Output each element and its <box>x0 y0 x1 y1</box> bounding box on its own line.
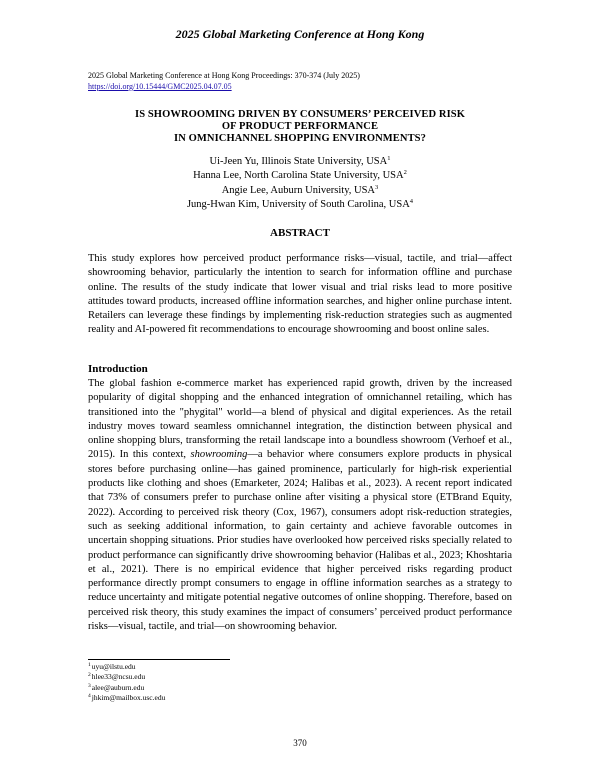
doi-link[interactable]: https://doi.org/10.15444/GMC2025.04.07.05 <box>88 81 232 91</box>
paper-title <box>0 109 600 145</box>
footnote-email: hlee33@ncsu.edu <box>91 672 146 682</box>
citation-line: 2025 Global Marketing Conference at Hong Kong Proceedings: 370-374 (July 2025) <box>88 71 360 80</box>
abstract-heading: ABSTRACT <box>270 227 330 239</box>
author-line: Ui-Jeen Yu, Illinois State University, USA$^1$ <box>209 155 391 167</box>
title-line-2: OF PRODUCT PERFORMANCE <box>221 121 379 132</box>
footnote-divider <box>88 659 230 660</box>
running-head: 2025 Global Marketing Conference at Hong Kong <box>175 27 425 41</box>
introduction-text-part1: The global fashion e-commerce market has experienced rapid growth, driven by the increased popularity of digital shopping and the enhanced integration of omnichannel retailing, which has transitioned into the "phygital" world—a blend of physical and digital experiences. As the retail industry moves toward seamless omnichannel integration, the distinction between physical and online shopping blurs, transforming the retail landscape into a boundless showroom (Verhoef et al., 2015). In this context, <box>88 378 512 461</box>
author-footnote-mark: 2 <box>403 169 407 177</box>
footnote-email: alee@auburn.edu <box>91 682 145 692</box>
author-line: Jung-Hwan Kim, University of South Carolina, USA$^4$ <box>186 197 414 210</box>
introduction-text-part2: —a behavior where consumers explore products in physical stores before purchasing online—has gained prominence, particularly for high-risk experiential products like clothing and shoes (Emarketer, 2024; Halibas et al., 2023). A recent report indicated that 73% of consumers prefer to purchase online after visiting a physical store (ETBrand Equity, 2022). According to perceived risk theory (Cox, 1967), consumers adopt risk-reduction strategies, such as seeking additional information, to gain certainty and achieve favorable outcomes in uncertain shopping situations. Prior studies have overlooked how perceived risks specially related to product performance can significantly drive showrooming behavior (Halibas et al., 2023; Khoshtaria et al., 2021). There is no empirical evidence that higher perceived risks regarding product performance directly prompt consumers to engage in offline information searches as a strategy to reduce uncertainty and mitigate potential negative outcomes of online shopping. Therefore, based on perceived risk theory, this study examines the impact of consumers’ perceived product performance risks—visual, tactile, and trial—on showrooming behavior. <box>88 449 512 633</box>
footnote-email: uyu@ilstu.edu <box>91 662 136 671</box>
page-number: 370 <box>293 738 307 748</box>
author-list <box>0 155 600 212</box>
author-line: Angie Lee, Auburn University, USA$^3$ <box>221 183 379 196</box>
footnote-item: $^2$hlee33@ncsu.edu <box>88 672 146 682</box>
footnote-email: jhkim@mailbox.usc.edu <box>91 693 166 703</box>
footnotes <box>88 662 165 704</box>
author-footnote-mark: 1 <box>387 155 391 162</box>
footnote-item: $^3$alee@auburn.edu <box>88 682 145 692</box>
abstract-text: This study explores how perceived product performance risks—visual, tactile, and trial—affect showrooming behavior, particularly the intention to search for information offline and purchase online. The results of the study indicate that lower visual and trial risks lead to more positive attitudes toward products, increased offline information searches, and higher online purchase intent. Retailers can leverage these findings by implementing risk-reduction strategies such as augmented reality and AI-powered fit recommendations to encourage showrooming and boost online sales. <box>88 253 512 336</box>
title-line-1: IS SHOWROOMING DRIVEN BY CONSUMERS’ PERCEIVED RISK <box>135 109 465 120</box>
introduction-text <box>88 377 512 634</box>
showrooming-term: showrooming <box>190 449 248 461</box>
title-line-3: IN OMNICHANNEL SHOPPING ENVIRONMENTS? <box>174 133 426 144</box>
author-footnote-mark: 4 <box>409 197 414 205</box>
citation-block <box>88 71 360 92</box>
footnote-item: $^1$uyu@ilstu.edu <box>88 662 136 671</box>
author-line: Hanna Lee, North Carolina State University, USA$^2$ <box>193 169 407 182</box>
section-heading-introduction: Introduction <box>88 363 148 375</box>
author-footnote-mark: 3 <box>375 183 379 191</box>
footnote-item: $^4$jhkim@mailbox.usc.edu <box>88 693 166 703</box>
